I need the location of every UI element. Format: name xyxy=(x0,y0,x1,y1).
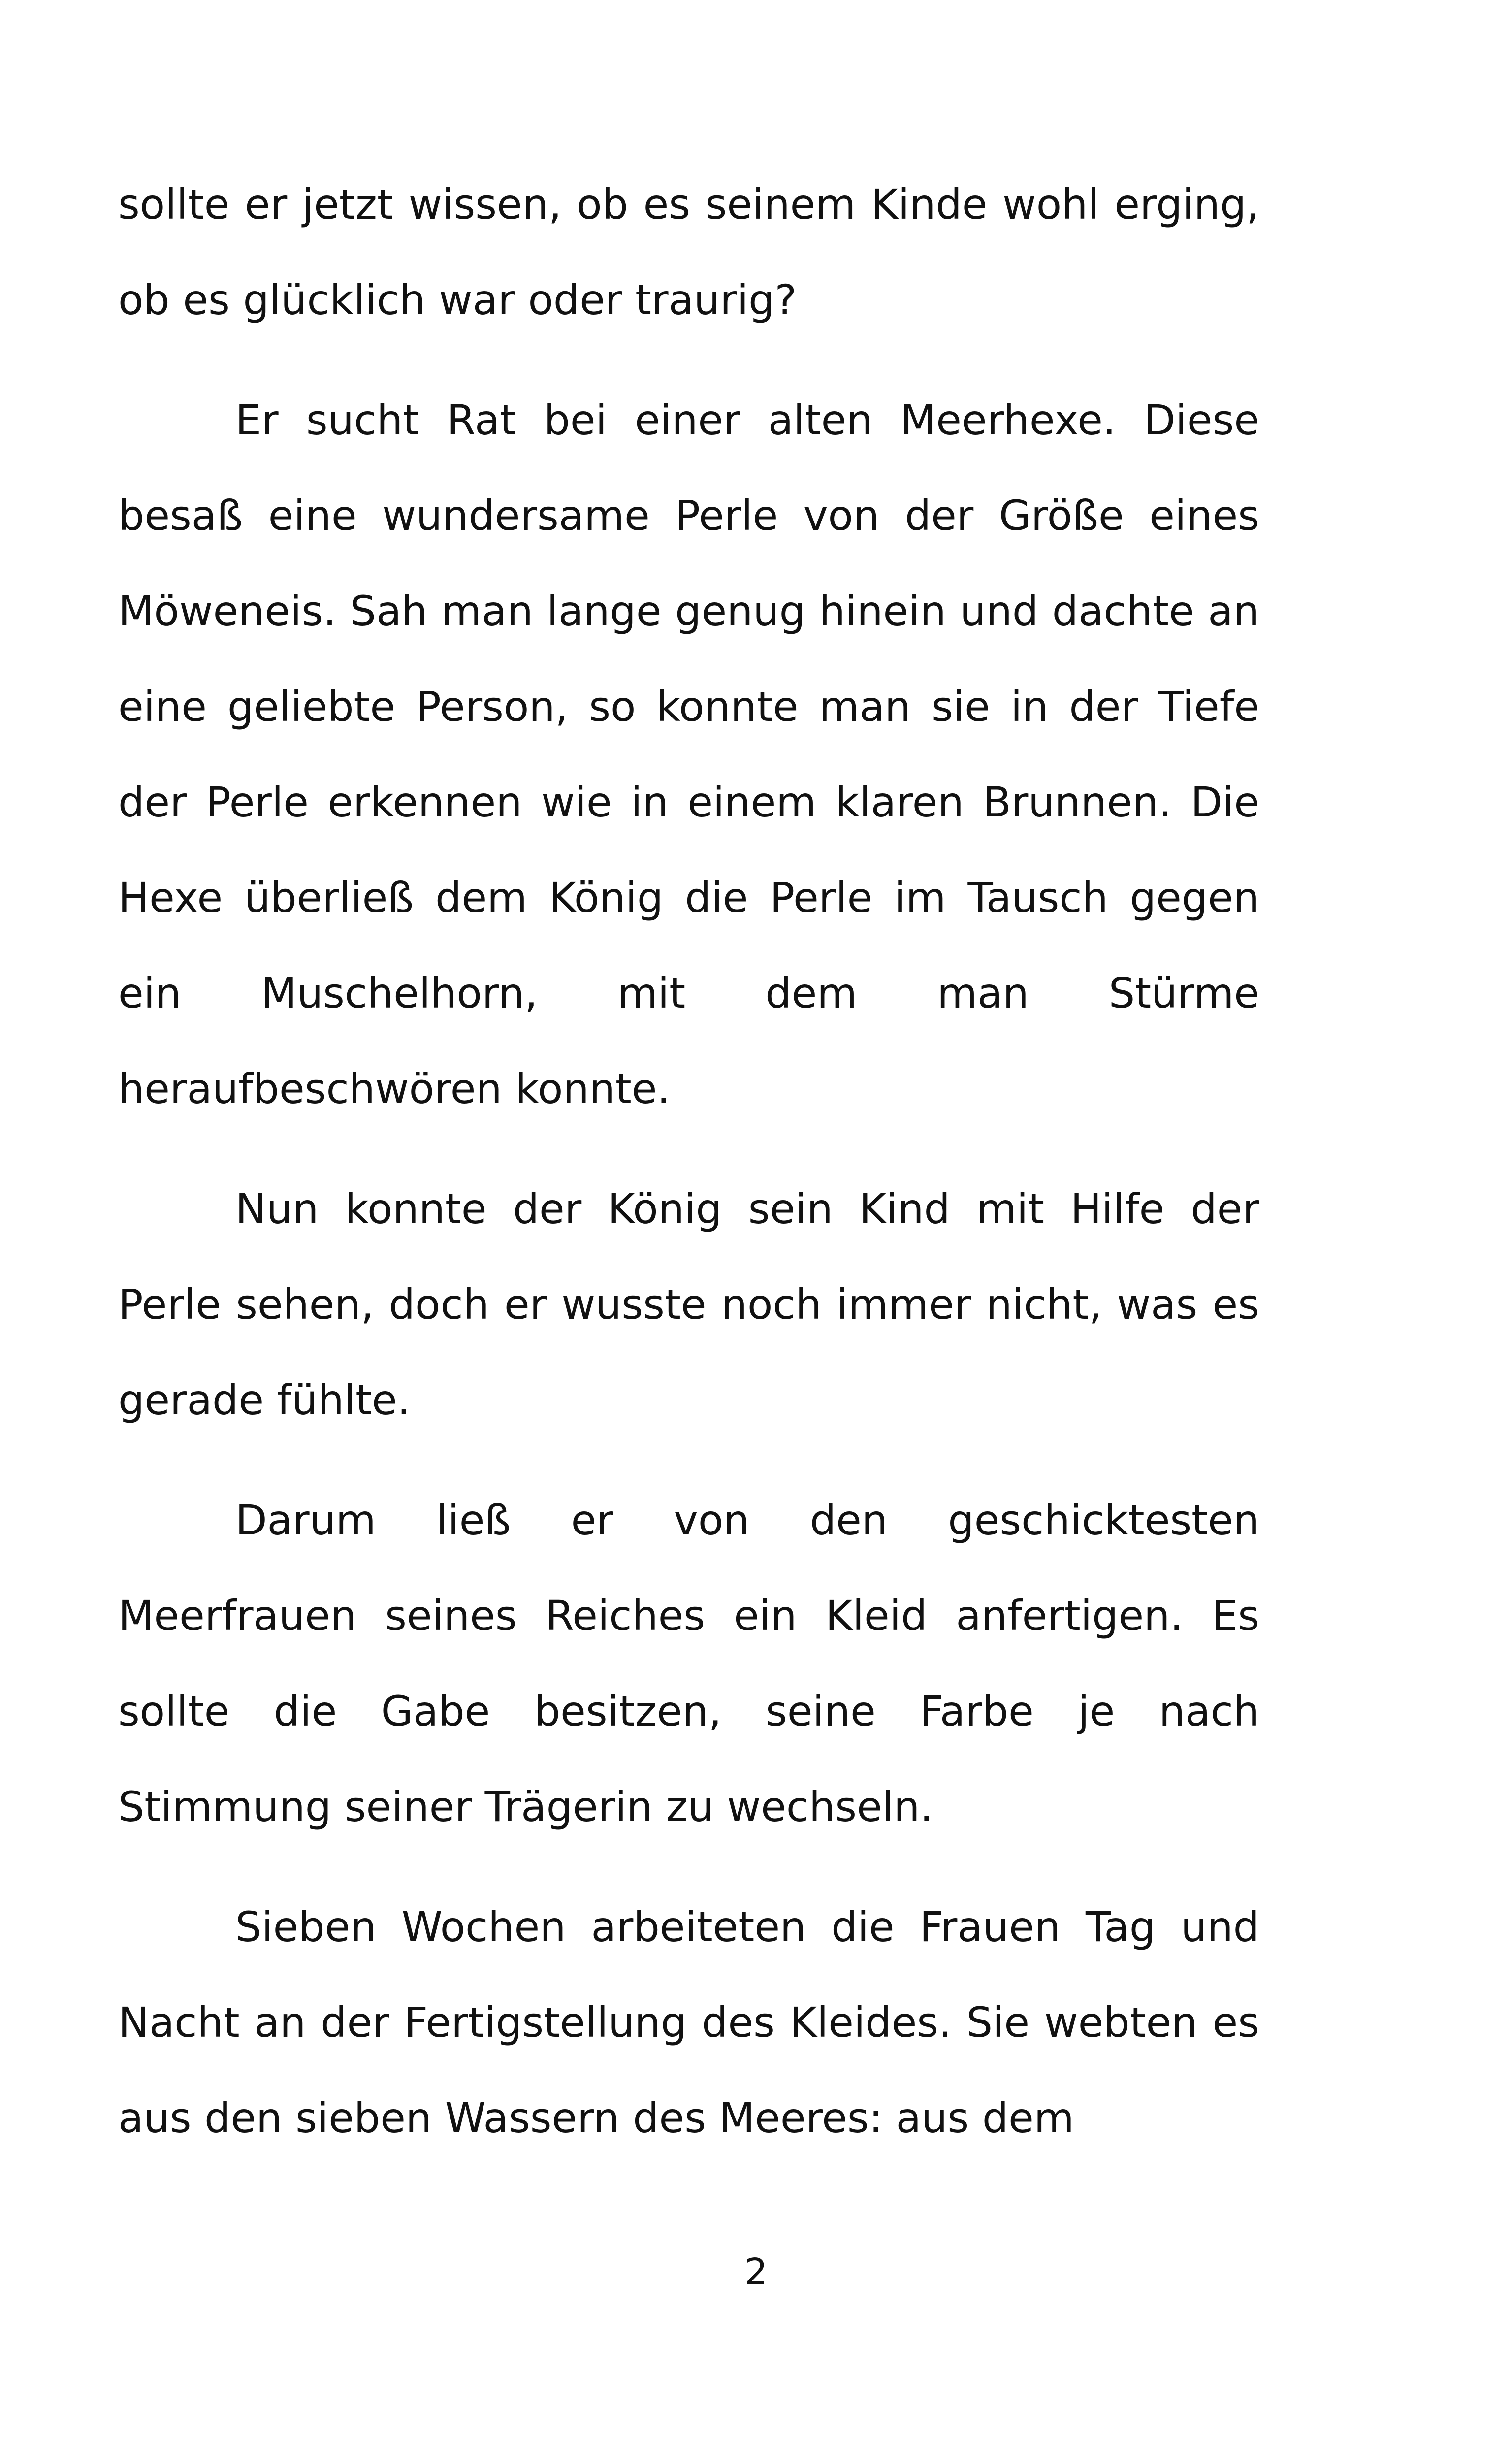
paragraph-5: Sieben Wochen arbeiteten die Frauen Tag und Nacht an der Fertigstellung des Kleides. Sie webten es aus den sieben Wassern des Meeres: aus dem xyxy=(118,1903,1259,2142)
body-text xyxy=(118,157,1259,2166)
paragraph-3: Nun konnte der König sein Kind mit Hilfe der Perle sehen, doch er wusste noch immer nicht, was es gerade fühlte. xyxy=(118,1185,1259,1424)
paragraph-4: Darum ließ er von den geschicktesten Meerfrauen seines Reiches ein Kleid anfertigen. Es sollte die Gabe besitzen, seine Farbe je nach Stimmung seiner Trägerin zu wechseln. xyxy=(118,1496,1259,1831)
page-number: 2 xyxy=(744,2251,768,2293)
paragraph-2: Er sucht Rat bei einer alten Meerhexe. Diese besaß eine wundersame Perle von der Größe eines Möweneis. Sah man lange genug hinein und dachte an eine geliebte Person, so konnte man sie in der Tiefe der Perle erkennen wie in einem klaren Brunnen. Die Hexe überließ dem König die Perle im Tausch gegen ein Muschelhorn, mit dem man Stürme heraufbeschwören konnte. xyxy=(118,396,1259,1113)
paragraph-1: sollte er jetzt wissen, ob es seinem Kinde wohl erging, ob es glücklich war oder traurig? xyxy=(118,180,1259,324)
